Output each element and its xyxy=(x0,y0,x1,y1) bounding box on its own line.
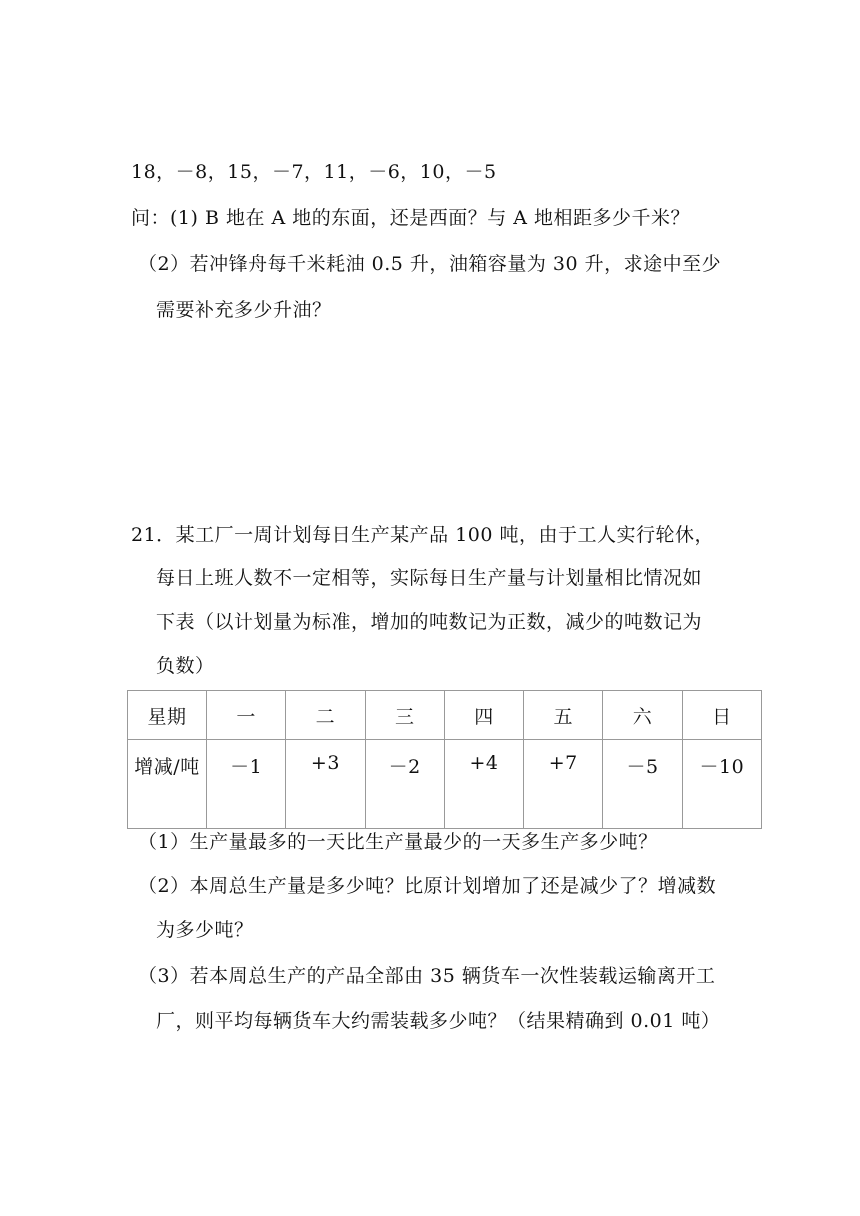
q21-intro-line4: 负数） xyxy=(156,655,215,677)
q21-part1: （1）生产量最多的一天比生产量最少的一天多生产多少吨？ xyxy=(138,831,658,853)
table-day-cell: 三 xyxy=(365,691,444,740)
q21-intro-line2: 每日上班人数不一定相等，实际每日生产量与计划量相比情况如 xyxy=(156,567,703,589)
table-day-cell: 日 xyxy=(682,691,761,740)
table-change-cell: －5 xyxy=(603,740,682,829)
table-change-cell: +3 xyxy=(286,740,365,829)
table-change-cell: +4 xyxy=(444,740,523,829)
q21-part2-line1: （2）本周总生产量是多少吨？比原计划增加了还是减少了？增减数 xyxy=(138,875,717,897)
production-table xyxy=(127,690,762,829)
table-change-cell: －1 xyxy=(207,740,286,829)
q21-part3-line1: （3）若本周总生产的产品全部由 35 辆货车一次性装载运输离开工 xyxy=(138,965,716,987)
table-header-row xyxy=(128,691,762,740)
q20-part1: 问：(1) B 地在 A 地的东面，还是西面？与 A 地相距多少千米？ xyxy=(131,207,691,229)
q20-data-line: 18，－8，15，－7，11，－6，10，－5 xyxy=(131,161,497,183)
q21-part3-line2: 厂，则平均每辆货车大约需装载多少吨？（结果精确到 0.01 吨） xyxy=(156,1010,721,1032)
q20-part2-line2: 需要补充多少升油？ xyxy=(156,299,332,321)
table-day-cell: 四 xyxy=(444,691,523,740)
table-change-cell: －10 xyxy=(682,740,761,829)
table-row-label: 增减/吨 xyxy=(128,740,207,829)
table-day-cell: 一 xyxy=(207,691,286,740)
table-day-cell: 六 xyxy=(603,691,682,740)
q21-part2-line2: 为多少吨？ xyxy=(156,919,254,941)
table-change-row xyxy=(128,740,762,829)
table-day-cell: 二 xyxy=(286,691,365,740)
q21-intro-line1: 21．某工厂一周计划每日生产某产品 100 吨，由于工人实行轮休， xyxy=(131,524,715,546)
table-header-label: 星期 xyxy=(128,691,207,740)
table-change-cell: +7 xyxy=(524,740,603,829)
q21-intro-line3: 下表（以计划量为标准，增加的吨数记为正数，减少的吨数记为 xyxy=(156,611,703,633)
table-day-cell: 五 xyxy=(524,691,603,740)
table-change-cell: －2 xyxy=(365,740,444,829)
q20-part2-line1: （2）若冲锋舟每千米耗油 0.5 升，油箱容量为 30 升，求途中至少 xyxy=(138,253,722,275)
